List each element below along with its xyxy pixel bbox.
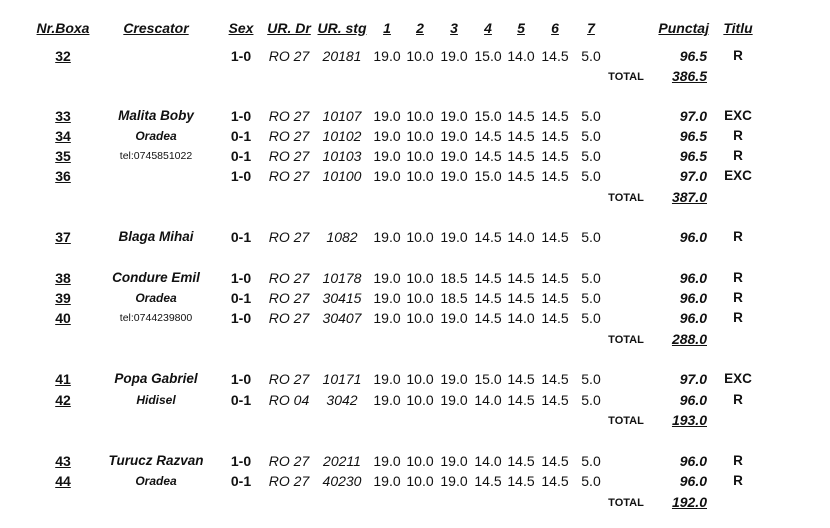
row-score-7: 5.0 [581,229,601,245]
row-crescator: tel:0744239800 [119,312,193,324]
row-score-4: 14.5 [474,310,502,326]
row-score-5: 14.0 [507,48,535,64]
row-punctaj: 96.5 [679,48,707,64]
header-titlu: Titlu [723,20,753,36]
row-score-2: 10.0 [406,148,434,164]
row-score-7: 5.0 [581,108,601,124]
row-score-7: 5.0 [581,310,601,326]
row-score-3: 18.5 [440,270,468,286]
row-box-number: 39 [55,290,71,306]
row-crescator: Hidisel [136,393,176,407]
row-score-3: 19.0 [440,310,468,326]
total-label: TOTAL [608,415,644,427]
row-box-number: 41 [55,371,71,387]
row-score-6: 14.5 [541,371,569,387]
total-label: TOTAL [608,497,644,509]
row-box-number: 32 [55,48,71,64]
row-score-1: 19.0 [373,48,401,64]
row-score-4: 14.0 [474,392,502,408]
row-ur-stg: 20211 [323,453,361,469]
row-ur-stg: 10103 [322,148,362,164]
row-score-1: 19.0 [373,290,401,306]
header-score-1: 1 [383,20,391,36]
row-ur-stg: 10178 [322,270,362,286]
row-punctaj: 96.0 [679,290,707,306]
row-score-1: 19.0 [373,371,401,387]
row-ur-stg: 3042 [326,392,358,408]
row-ur-dr: RO 27 [268,270,310,286]
row-score-7: 5.0 [581,148,601,164]
row-score-4: 15.0 [474,48,502,64]
row-punctaj: 96.0 [679,229,707,245]
row-score-3: 19.0 [440,371,468,387]
row-score-3: 18.5 [440,290,468,306]
row-score-4: 14.5 [474,270,502,286]
row-punctaj: 96.0 [679,392,707,408]
row-score-3: 19.0 [440,473,468,489]
row-score-4: 14.5 [474,128,502,144]
row-punctaj: 96.0 [679,473,707,489]
row-score-2: 10.0 [406,108,434,124]
row-score-4: 14.0 [474,453,502,469]
header-score-3: 3 [450,20,458,36]
row-score-3: 19.0 [440,48,468,64]
total-label: TOTAL [608,192,644,204]
row-titlu: R [733,229,743,244]
row-score-2: 10.0 [406,48,434,64]
row-score-7: 5.0 [581,371,601,387]
row-score-2: 10.0 [406,270,434,286]
row-punctaj: 96.5 [679,128,707,144]
row-punctaj: 96.0 [679,453,707,469]
row-sex: 1-0 [230,310,252,326]
total-label: TOTAL [608,71,644,83]
header-score-5: 5 [517,20,525,36]
row-crescator: Malita Boby [118,108,194,123]
row-score-6: 14.5 [541,148,569,164]
row-ur-dr: RO 27 [268,310,310,326]
row-score-2: 10.0 [406,229,434,245]
row-ur-dr: RO 27 [268,168,310,184]
row-titlu: R [733,270,743,285]
row-score-6: 14.5 [541,48,569,64]
row-crescator: Oradea [135,129,177,143]
row-score-4: 15.0 [474,371,502,387]
row-score-5: 14.5 [507,290,535,306]
row-score-1: 19.0 [373,392,401,408]
row-titlu: EXC [724,371,752,386]
row-punctaj: 96.0 [679,310,707,326]
row-sex: 0-1 [230,148,252,164]
row-sex: 1-0 [230,168,252,184]
total-value: 192.0 [671,494,707,510]
row-titlu: R [733,392,743,407]
row-box-number: 38 [55,270,71,286]
row-box-number: 36 [55,168,71,184]
row-score-2: 10.0 [406,290,434,306]
row-punctaj: 97.0 [679,168,707,184]
total-label: TOTAL [608,334,644,346]
row-score-6: 14.5 [541,453,569,469]
row-score-5: 14.0 [507,229,535,245]
row-score-5: 14.5 [507,168,535,184]
row-score-3: 19.0 [440,128,468,144]
row-box-number: 44 [55,473,71,489]
header-ur-stg: UR. stg [317,20,367,36]
row-score-4: 14.5 [474,229,502,245]
row-score-5: 14.5 [507,148,535,164]
row-ur-stg: 30415 [322,290,362,306]
row-sex: 1-0 [230,270,252,286]
row-score-1: 19.0 [373,310,401,326]
row-score-1: 19.0 [373,453,401,469]
row-ur-stg: 40230 [322,473,362,489]
header-sex: Sex [228,20,254,36]
row-score-1: 19.0 [373,148,401,164]
row-titlu: R [733,148,743,163]
row-sex: 1-0 [230,371,252,387]
row-score-6: 14.5 [541,108,569,124]
row-score-2: 10.0 [406,453,434,469]
row-score-7: 5.0 [581,290,601,306]
header-score-2: 2 [416,20,424,36]
total-value: 386.5 [671,68,707,84]
row-score-2: 10.0 [406,310,434,326]
row-score-7: 5.0 [581,168,601,184]
row-box-number: 42 [55,392,71,408]
row-punctaj: 96.0 [679,270,707,286]
row-box-number: 34 [55,128,71,144]
row-score-6: 14.5 [541,310,569,326]
row-ur-dr: RO 04 [268,392,310,408]
row-score-1: 19.0 [373,229,401,245]
row-score-1: 19.0 [373,108,401,124]
row-sex: 1-0 [230,108,252,124]
row-score-5: 14.5 [507,128,535,144]
row-ur-stg: 1082 [326,229,358,245]
row-punctaj: 97.0 [679,108,707,124]
row-ur-stg: 10107 [322,108,362,124]
row-titlu: R [733,48,743,63]
row-score-6: 14.5 [541,270,569,286]
header-score-6: 6 [551,20,559,36]
row-crescator: Popa Gabriel [114,371,198,386]
row-score-6: 14.5 [541,473,569,489]
row-ur-dr: RO 27 [268,371,310,387]
header-crescator: Crescator [123,20,189,36]
row-score-1: 19.0 [373,270,401,286]
row-box-number: 40 [55,310,71,326]
row-ur-dr: RO 27 [268,453,310,469]
row-ur-dr: RO 27 [268,108,310,124]
row-sex: 1-0 [230,453,252,469]
row-ur-dr: RO 27 [268,128,310,144]
row-score-4: 14.5 [474,473,502,489]
row-sex: 1-0 [230,48,252,64]
row-score-2: 10.0 [406,392,434,408]
row-crescator: Turucz Razvan [108,453,204,468]
row-ur-stg: 20181 [322,48,362,64]
row-score-1: 19.0 [373,128,401,144]
row-ur-stg: 10102 [322,128,362,144]
row-box-number: 33 [55,108,71,124]
row-titlu: EXC [724,108,752,123]
row-crescator: tel:0745851022 [119,150,193,162]
row-score-2: 10.0 [406,473,434,489]
row-ur-dr: RO 27 [268,148,310,164]
row-score-5: 14.5 [507,473,535,489]
row-titlu: R [733,473,743,488]
row-score-4: 14.5 [474,148,502,164]
row-ur-dr: RO 27 [268,473,310,489]
row-ur-dr: RO 27 [268,48,310,64]
row-crescator: Oradea [135,291,177,305]
total-value: 193.0 [671,412,707,428]
row-score-5: 14.5 [507,453,535,469]
total-value: 288.0 [671,331,707,347]
row-score-4: 15.0 [474,108,502,124]
row-ur-stg: 30407 [322,310,362,326]
row-score-3: 19.0 [440,229,468,245]
row-score-5: 14.5 [507,392,535,408]
row-score-6: 14.5 [541,392,569,408]
row-titlu: EXC [724,168,752,183]
row-score-5: 14.5 [507,108,535,124]
row-score-3: 19.0 [440,108,468,124]
row-ur-stg: 10100 [322,168,362,184]
row-titlu: R [733,290,743,305]
row-score-3: 19.0 [440,148,468,164]
row-score-7: 5.0 [581,392,601,408]
row-score-2: 10.0 [406,168,434,184]
row-sex: 0-1 [230,229,252,245]
row-ur-dr: RO 27 [268,229,310,245]
row-box-number: 35 [55,148,71,164]
row-score-7: 5.0 [581,270,601,286]
row-score-7: 5.0 [581,473,601,489]
row-sex: 0-1 [230,473,252,489]
row-punctaj: 96.5 [679,148,707,164]
row-score-3: 19.0 [440,168,468,184]
header-nr-boxa: Nr.Boxa [36,20,90,36]
row-titlu: R [733,128,743,143]
row-score-7: 5.0 [581,453,601,469]
row-score-3: 19.0 [440,392,468,408]
row-score-6: 14.5 [541,290,569,306]
header-punctaj: Punctaj [658,20,709,36]
row-score-1: 19.0 [373,473,401,489]
row-sex: 0-1 [230,128,252,144]
row-score-5: 14.5 [507,270,535,286]
header-score-7: 7 [587,20,595,36]
row-score-6: 14.5 [541,229,569,245]
row-sex: 0-1 [230,392,252,408]
row-score-6: 14.5 [541,128,569,144]
total-value: 387.0 [671,189,707,205]
row-score-5: 14.5 [507,371,535,387]
row-box-number: 37 [55,229,71,245]
row-score-2: 10.0 [406,371,434,387]
row-titlu: R [733,453,743,468]
row-score-6: 14.5 [541,168,569,184]
header-ur-dr: UR. Dr [267,20,311,36]
row-score-3: 19.0 [440,453,468,469]
row-crescator: Condure Emil [112,270,200,285]
row-score-7: 5.0 [581,128,601,144]
row-ur-dr: RO 27 [268,290,310,306]
row-score-7: 5.0 [581,48,601,64]
row-score-4: 14.5 [474,290,502,306]
row-score-1: 19.0 [373,168,401,184]
row-crescator: Oradea [135,474,177,488]
row-score-4: 15.0 [474,168,502,184]
row-crescator: Blaga Mihai [118,229,194,244]
row-punctaj: 97.0 [679,371,707,387]
header-score-4: 4 [484,20,492,36]
row-sex: 0-1 [230,290,252,306]
row-ur-stg: 10171 [322,371,362,387]
row-titlu: R [733,310,743,325]
row-score-5: 14.0 [507,310,535,326]
row-box-number: 43 [55,453,71,469]
row-score-2: 10.0 [406,128,434,144]
